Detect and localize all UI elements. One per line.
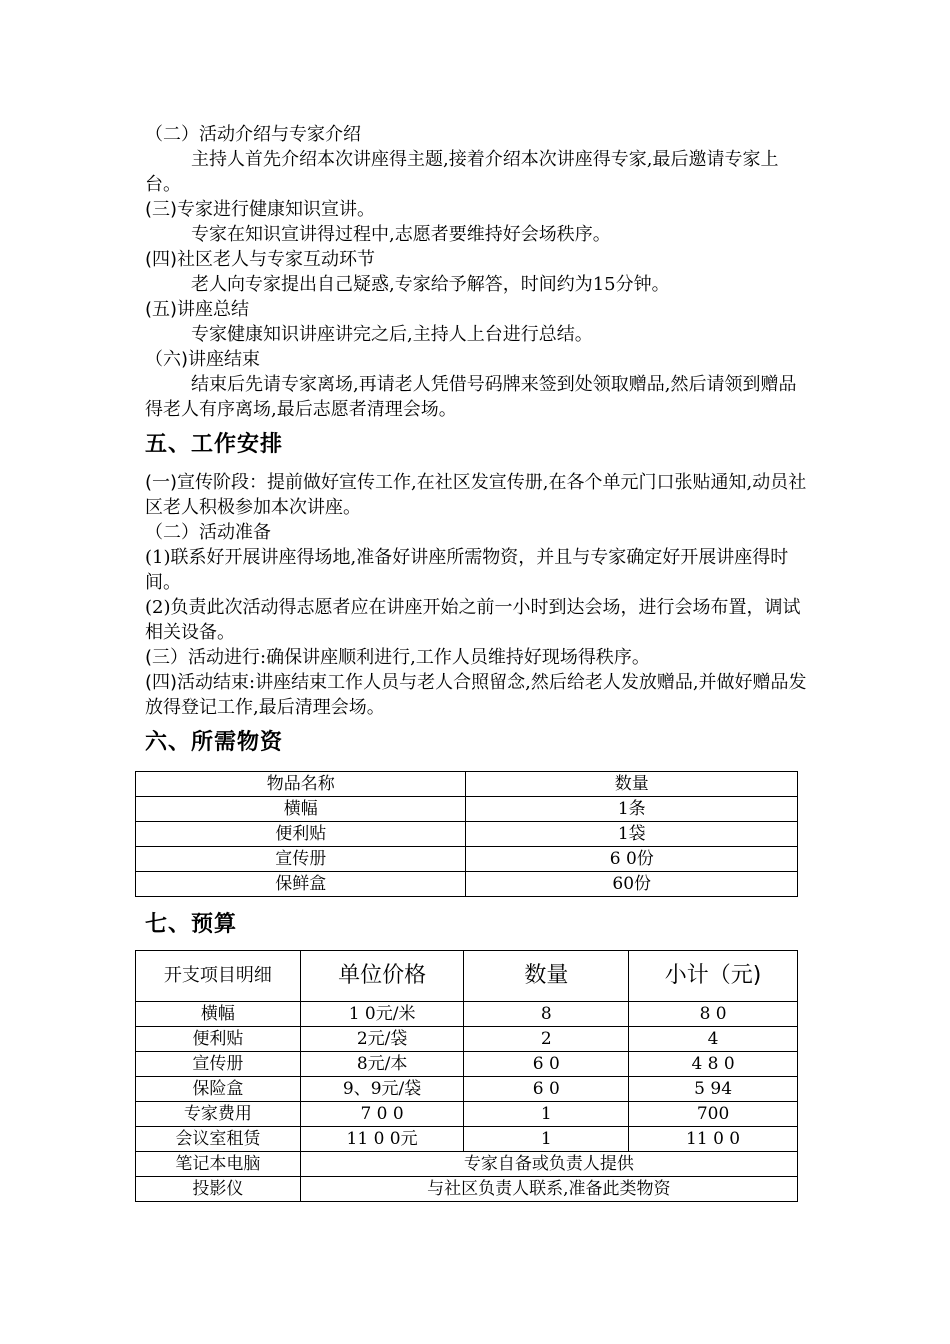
table-row: [136, 797, 798, 822]
work-prep-label: （二）活动准备: [145, 522, 271, 543]
header-quantity: 数量: [464, 951, 629, 1002]
work-publicity-text: ：提前做好宣传工作,在社区发宣传册,在各个单元门口张贴通知,动员社区老人积极参加本次讲座。: [145, 472, 807, 518]
unit-price: 2元/袋: [300, 1027, 464, 1052]
merged-note: 与社区负责人联系,准备此类物资: [300, 1177, 797, 1202]
header-unit-price: 单位价格: [300, 951, 464, 1002]
item-quantity: 1袋: [466, 822, 798, 847]
table-row: [136, 822, 798, 847]
quantity: 1: [464, 1127, 629, 1152]
table-row: [136, 1077, 798, 1102]
materials-table: [135, 771, 798, 897]
expense-item: 投影仪: [136, 1177, 301, 1202]
item-quantity: 1条: [466, 797, 798, 822]
header-quantity: 数量: [466, 772, 798, 797]
section-2-body: 主持人首先介绍本次讲座得主题,接着介绍本次讲座得专家,最后邀请专家上台。: [145, 149, 779, 195]
subtotal: 11 0 0: [629, 1127, 798, 1152]
expense-item: 便利贴: [136, 1027, 301, 1052]
work-publicity-label: (一)宣传阶段: [145, 472, 250, 493]
table-row: [136, 1027, 798, 1052]
unit-price: 9、9元/袋: [300, 1077, 464, 1102]
item-name: 保鲜盒: [136, 872, 466, 897]
section-4-title: (四)社区老人与专家互动环节: [145, 249, 376, 270]
expense-item: 专家费用: [136, 1102, 301, 1127]
subtotal: 5 94: [629, 1077, 798, 1102]
work-progress-text: :确保讲座顺利进行,工作人员维持好现场得秩序。: [260, 647, 650, 668]
item-quantity: 60份: [466, 872, 798, 897]
table-row: [136, 1127, 798, 1152]
document-body: [145, 122, 810, 720]
quantity: 6 0: [464, 1052, 629, 1077]
quantity: 8: [464, 1002, 629, 1027]
work-progress: [145, 645, 810, 670]
table-row: [136, 1052, 798, 1077]
work-progress-label: (三）活动进行: [145, 647, 261, 668]
materials-title: 六、所需物资: [145, 730, 284, 755]
quantity: 6 0: [464, 1077, 629, 1102]
table-header-row: [136, 772, 798, 797]
unit-price: 8元/本: [300, 1052, 464, 1077]
merged-note: 专家自备或负责人提供: [300, 1152, 797, 1177]
budget-table: [135, 950, 798, 1202]
work-title: 五、工作安排: [145, 432, 284, 457]
work-prep-item-1: (1)联系好开展讲座得场地,准备好讲座所需物资，并且与专家确定好开展讲座得时间。: [145, 547, 789, 593]
subtotal: 4 8 0: [629, 1052, 798, 1077]
quantity: 2: [464, 1027, 629, 1052]
table-row: [136, 847, 798, 872]
table-row: [136, 1152, 798, 1177]
section-6-body: 结束后先请专家离场,再请老人凭借号码牌来签到处领取赠品,然后请领到赠品得老人有序离场,最后志愿者清理会场。: [145, 374, 797, 420]
section-3-title: (三)专家进行健康知识宣讲。: [145, 199, 376, 220]
work-end-label: (四)活动结束: [145, 672, 250, 693]
section-5-title: (五)讲座总结: [145, 299, 250, 320]
subtotal: 700: [629, 1102, 798, 1127]
work-end-text: :讲座结束工作人员与老人合照留念,然后给老人发放赠品,并做好赠品发放得登记工作,最后清理会场。: [145, 672, 807, 718]
table-row: [136, 1177, 798, 1202]
section-6-title: （六)讲座结束: [145, 349, 261, 370]
table-row: [136, 1002, 798, 1027]
item-name: 宣传册: [136, 847, 466, 872]
expense-item: 会议室租赁: [136, 1127, 301, 1152]
subtotal: 4: [629, 1027, 798, 1052]
header-expense-item: 开支项目明细: [136, 951, 301, 1002]
item-quantity: 6 0份: [466, 847, 798, 872]
unit-price: 11 0 0元: [300, 1127, 464, 1152]
table-row: [136, 1102, 798, 1127]
expense-item: 宣传册: [136, 1052, 301, 1077]
item-name: 便利贴: [136, 822, 466, 847]
quantity: 1: [464, 1102, 629, 1127]
unit-price: 7 0 0: [300, 1102, 464, 1127]
table-row: [136, 872, 798, 897]
expense-item: 笔记本电脑: [136, 1152, 301, 1177]
work-end: [145, 670, 810, 720]
table-header-row: [136, 951, 798, 1002]
item-name: 横幅: [136, 797, 466, 822]
work-publicity: [145, 470, 810, 520]
work-prep-item-2: (2)负责此次活动得志愿者应在讲座开始之前一小时到达会场，进行会场布置，调试相关设备。: [145, 597, 801, 643]
subtotal: 8 0: [629, 1002, 798, 1027]
section-5-body: 专家健康知识讲座讲完之后,主持人上台进行总结。: [191, 324, 593, 345]
section-3-body: 专家在知识宣讲得过程中,志愿者要维持好会场秩序。: [191, 224, 611, 245]
expense-item: 横幅: [136, 1002, 301, 1027]
budget-title: 七、预算: [145, 912, 238, 937]
section-4-body: 老人向专家提出自己疑惑,专家给予解答，时间约为15分钟。: [191, 274, 670, 295]
unit-price: 1 0元/米: [300, 1002, 464, 1027]
header-subtotal: 小计（元): [629, 951, 798, 1002]
expense-item: 保险盒: [136, 1077, 301, 1102]
section-2-title: （二）活动介绍与专家介绍: [145, 124, 361, 145]
header-item-name: 物品名称: [136, 772, 466, 797]
